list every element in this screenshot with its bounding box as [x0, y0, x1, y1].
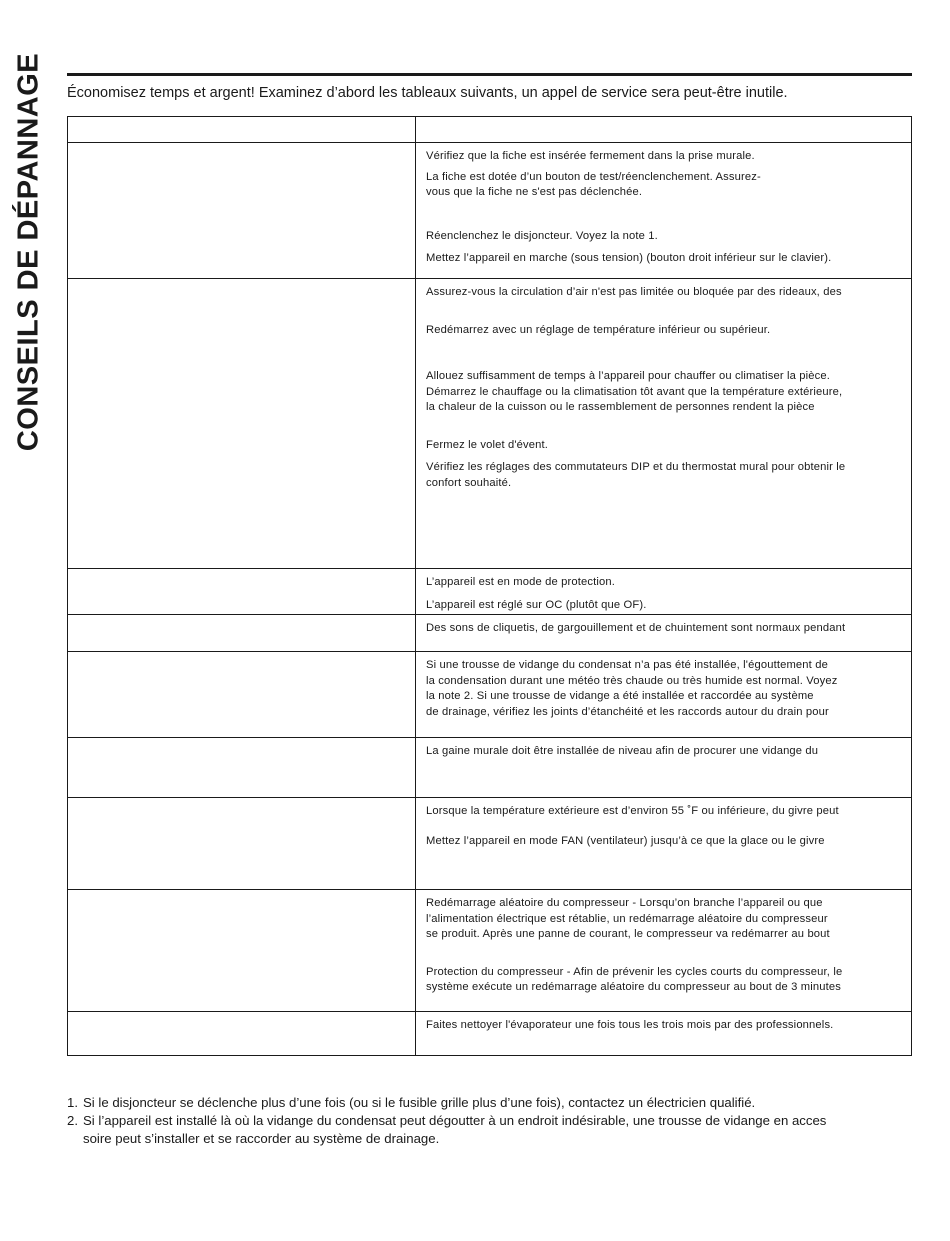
footnote-number: 2. — [67, 1113, 78, 1128]
solution-text: Assurez-vous la circulation d’air n'est pas limitée ou bloquée par des rideaux, des — [426, 286, 842, 298]
problem-cell — [68, 279, 416, 568]
solution-text: L’appareil est en mode de protection. — [426, 576, 616, 588]
problem-cell — [68, 615, 416, 651]
header-problem-cell — [68, 117, 416, 142]
footnote-item — [67, 1112, 917, 1148]
top-rule — [67, 73, 912, 76]
solution-cell — [416, 569, 911, 614]
intro-text: Économisez temps et argent! Examinez d’abord les tableaux suivants, un appel de service sera peut-être inutile. — [67, 85, 788, 101]
table-row — [68, 889, 911, 1011]
table-row — [68, 142, 911, 278]
table-row — [68, 278, 911, 568]
solution-text: Mettez l’appareil en mode FAN (ventilateur) jusqu’à ce que la glace ou le givre — [426, 834, 825, 847]
problem-cell — [68, 569, 416, 614]
solution-text: Des sons de cliquetis, de gargouillement et de chuintement sont normaux pendant — [426, 622, 846, 634]
table-row — [68, 568, 911, 614]
table-row — [68, 614, 911, 651]
solution-cell — [416, 143, 911, 278]
table-row — [68, 737, 911, 797]
solution-text: Allouez suffisamment de temps à l’appareil pour chauffer ou climatiser la pièce. Démarrez le chauffage ou la climatisation tôt avant que la température extérieure, la chaleur de la cuisson ou le rassemblement de personnes rendent la pièce — [426, 370, 843, 413]
solution-text: Redémarrez avec un réglage de température inférieur ou supérieur. — [426, 323, 771, 336]
troubleshooting-table — [67, 116, 912, 1056]
solution-text: L’appareil est réglé sur OC (plutôt que OF). — [426, 598, 647, 611]
footnote-text: Si l’appareil est installé là où la vidange du condensat peut dégoutter à un endroit indésirable, une trousse de vidange en acces soire peut s’installer et se raccorder au système de drainage. — [83, 1113, 827, 1146]
table-row — [68, 1011, 911, 1055]
solution-text: Vérifiez les réglages des commutateurs DIP et du thermostat mural pour obtenir le confort souhaité. — [426, 461, 846, 489]
footnote-text: Si le disjoncteur se déclenche plus d’une fois (ou si le fusible grille plus d’une fois), contactez un électricien qualifié. — [83, 1095, 756, 1110]
problem-cell — [68, 652, 416, 737]
table-row — [68, 651, 911, 737]
solution-text: Réenclenchez le disjoncteur. Voyez la note 1. — [426, 229, 658, 242]
solution-text: La gaine murale doit être installée de niveau afin de procurer une vidange du — [426, 745, 819, 757]
solution-text: La fiche est dotée d’un bouton de test/réenclenchement. Assurez- vous que la fiche ne s'est pas déclenchée. — [426, 170, 761, 198]
solution-text: Mettez l’appareil en marche (sous tension) (bouton droit inférieur sur le clavier). — [426, 252, 832, 264]
problem-cell — [68, 890, 416, 1011]
solution-cell — [416, 1012, 911, 1055]
footnote-item — [67, 1094, 917, 1112]
solution-cell — [416, 615, 911, 651]
solution-text: Fermez le volet d'évent. — [426, 438, 549, 451]
solution-cell — [416, 279, 911, 568]
solution-cell — [416, 798, 911, 889]
solution-cell — [416, 738, 911, 797]
solution-cell — [416, 890, 911, 1011]
footnote-number: 1. — [67, 1095, 78, 1110]
side-title — [14, 36, 44, 468]
solution-text: Redémarrage aléatoire du compresseur - Lorsqu’on branche l’appareil ou que l’alimentation électrique est rétablie, un redémarrage aléatoire du compresseur se produit. Après une panne de courant, le compresseur va redémarrer au bout — [426, 897, 830, 940]
header-solution-cell — [416, 117, 911, 142]
side-title-text: CONSEILS DE DÉPANNAGE — [12, 52, 45, 452]
table-row — [68, 797, 911, 889]
footnotes — [67, 1094, 917, 1148]
problem-cell — [68, 798, 416, 889]
problem-cell — [68, 143, 416, 278]
solution-text: Protection du compresseur - Afin de prévenir les cycles courts du compresseur, le système exécute un redémarrage aléatoire du compresseur au bout de 3 minutes — [426, 965, 843, 993]
solution-text: Lorsque la température extérieure est d’environ 55 ˚F ou inférieure, du givre peut — [426, 805, 839, 817]
problem-cell — [68, 1012, 416, 1055]
solution-cell — [416, 652, 911, 737]
solution-text: Faites nettoyer l'évaporateur une fois tous les trois mois par des professionnels. — [426, 1019, 834, 1031]
solution-text: Vérifiez que la fiche est insérée fermement dans la prise murale. — [426, 150, 755, 162]
table-header-row — [68, 117, 911, 142]
problem-cell — [68, 738, 416, 797]
solution-text: Si une trousse de vidange du condensat n’a pas été installée, l'égouttement de la condensation durant une météo très chaude ou très humide est normal. Voyez la note 2. Si une trousse de vidange a été installée et raccordée au système de drainage, vérifiez les joints d’étanchéité et les raccords autour du drain pour — [426, 659, 838, 718]
